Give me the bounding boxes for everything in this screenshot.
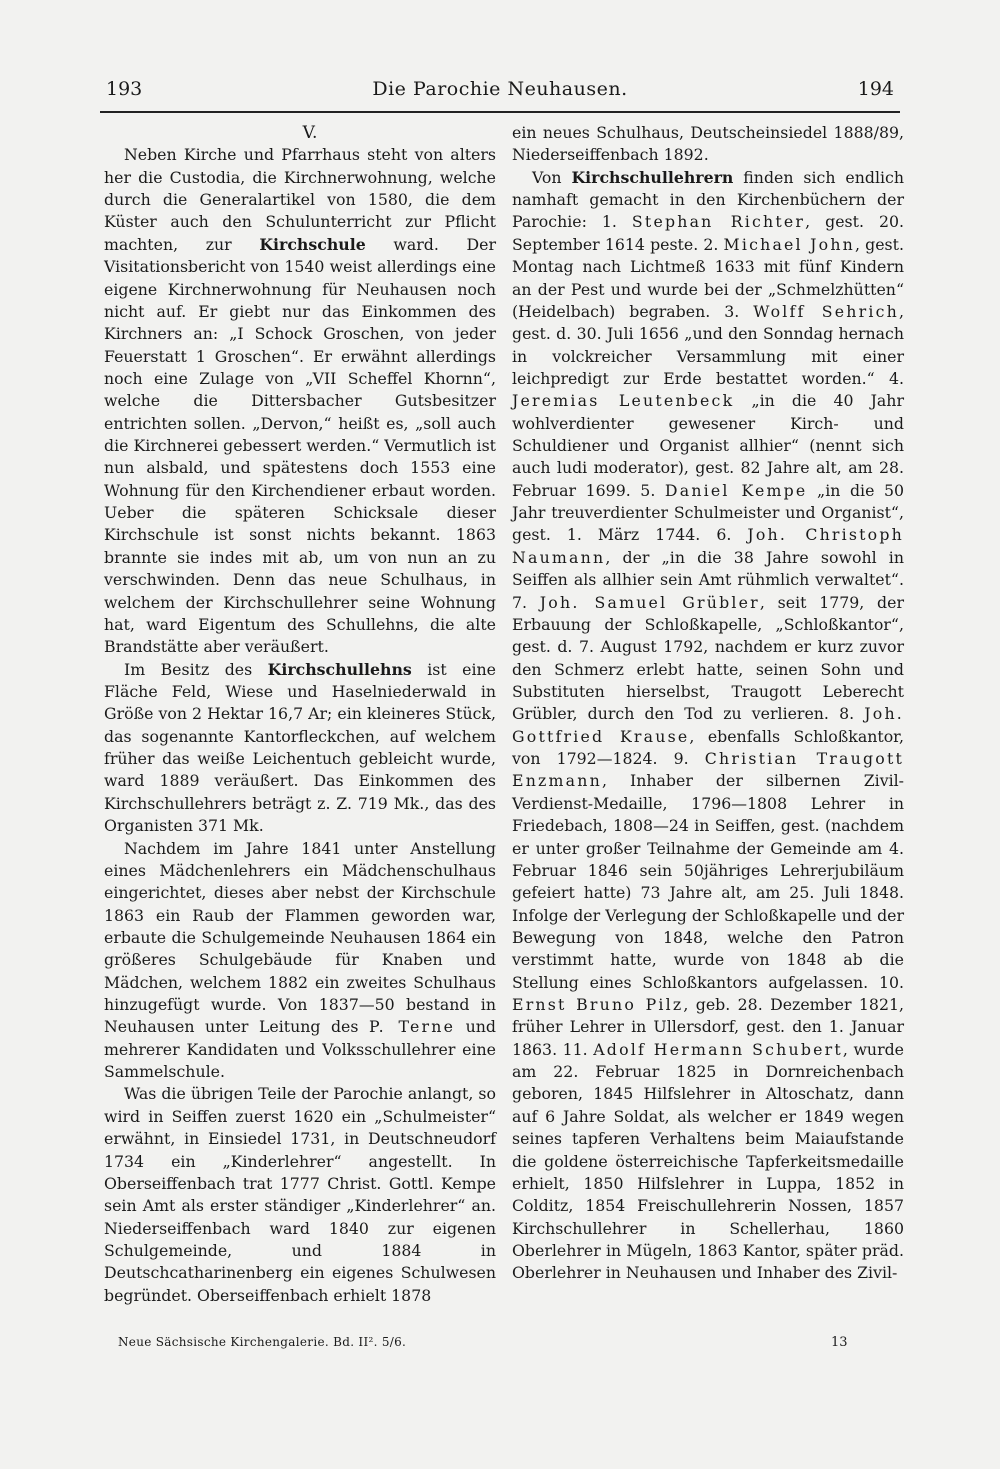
page-number-right: 194 xyxy=(857,78,894,100)
text-run: und mehrerer Kandidaten und Volksschullehrer eine Sammelschule. xyxy=(104,1017,496,1082)
text-run: , wurde am 22. Februar 1825 in Dornreichenbach geboren, 1845 Hilfslehrer in Altoschatz, dann auf 6 Jahre Soldat, als welcher er 1849 wegen seines tapferen Verhaltens beim Maiaufstande die goldene österreichische Tapferkeitsmedaille erhielt, 1850 Hilfslehrer in Luppa, 1852 in Colditz, 1854 Freischullehrerin Nossen, 1857 Kirchschullehrer in Schellerhau, 1860 Oberlehrer in Mügeln, 1863 Kantor, später präd. Oberlehrer in Neuhausen und Inhaber des Zivil- xyxy=(512,1039,904,1283)
spaced-name: Jeremias Leutenbeck xyxy=(512,391,735,411)
signature-mark: 13 xyxy=(831,1335,848,1350)
footer-note: Neue Sächsische Kirchengalerie. Bd. II². 5/6. xyxy=(118,1335,407,1349)
text-run: finden sich endlich namhaft gemacht in den Kirchenbüchern der Parochie: 1. xyxy=(512,167,905,232)
paragraph xyxy=(104,838,496,1084)
text-run: Von xyxy=(532,167,572,187)
text-run: , Inhaber der silbernen Zivil-Verdienst-Medaille, 1796—1808 Lehrer in Friedebach, 1808—24 in Seiffen, gest. (nachdem er unter großer Teilnahme der Gemeinde am 4. Februar 1846 sein 50jähriges Lehrerjubiläum gefeiert hatte) 73 Jahre alt, am 25. Juli 1848. Infolge der Verlegung der Schloßkapelle und der Bewegung von 1848, welche den Patron verstimmt hatte, wurde von 1848 ab die Stellung eines Schloßkantors aufgelassen. 10. xyxy=(512,771,904,992)
paragraph: ein neues Schulhaus, Deutscheinsiedel 1888/89, Niederseiffenbach 1892. xyxy=(512,123,904,165)
text-run: , der „in die 38 Jahre sowohl in Seiffen als allhier sein Amt rühmlich verwaltet“. 7. xyxy=(512,547,904,612)
text-run: Neben Kirche und Pfarrhaus steht von alters her die Custodia, die Kirchnerwohnung, welche durch die Generalartikel von 1580, die dem Küster auch den Schulunterricht zur Pflicht machten, zur xyxy=(104,145,496,254)
text-run: , ebenfalls Schloßkantor, von 1792—1824. 9. xyxy=(512,726,904,769)
paragraph: Was die übrigen Teile der Parochie anlangt, so wird in Seiffen zuerst 1620 ein „Schulmeister“ erwähnt, in Einsiedel 1731, in Deutschneudorf 1734 ein „Kinderlehrer“ angestellt. In Oberseiffenbach trat 1777 Christ. Gottl. Kempe sein Amt als erster ständiger „Kinderlehrer“ an. Niederseiffenbach ward 1840 zur eigenen Schulgemeinde, und 1884 in Deutschcatharinenberg ein eigenes Schulwesen begründet. Oberseiffenbach erhielt 1878 xyxy=(104,1084,496,1305)
text-run: Im Besitz des xyxy=(124,659,268,679)
paragraph xyxy=(512,167,904,1285)
page-number-left: 193 xyxy=(106,78,143,100)
bold-term: Kirchschullehns xyxy=(267,659,412,679)
text-run: „in die 40 Jahr wohlverdienter gewesener Kirch- und Schuldiener und Organist allhier“ (nennt sich auch ludi moderator), gest. 82 Jahre alt, am 28. Februar 1699. 5. xyxy=(512,391,904,500)
paragraph xyxy=(104,659,496,838)
page-header xyxy=(100,78,900,108)
spaced-name: Ernst Bruno Pilz xyxy=(512,995,684,1015)
header-rule xyxy=(100,111,900,113)
spaced-name: Christian Traugott Enzmann xyxy=(512,749,904,791)
right-column xyxy=(512,122,904,1285)
text-run: , geb. 28. Dezember 1821, früher Lehrer in Ullersdorf, gest. den 1. Januar 1863. 11. xyxy=(512,995,904,1059)
text-run: , gest. Montag nach Lichtmeß 1633 mit fünf Kindern an der Pest und wurde bei der „Schmelzhütten“ (Heidelbach) begraben. 3. xyxy=(512,234,904,321)
bold-term: Kirchschule xyxy=(259,234,366,254)
spaced-name: P. Terne xyxy=(368,1017,456,1037)
text-run: Nachdem im Jahre 1841 unter Anstellung eines Mädchenlehrers ein Mädchenschulhaus eingerichtet, dieses aber nebst der Kirchschule 1863 ein Raub der Flammen geworden war, erbaute die Schulgemeinde Neuhausen 1864 ein größeres Schulgebäude für Knaben und Mädchen, welchem 1882 ein zweites Schulhaus hinzugefügt wurde. Von 1837—50 bestand in Neuhausen unter Leitung des xyxy=(104,838,496,1037)
text-run: , seit 1779, der Erbauung der Schloßkapelle, „Schloßkantor“, gest. d. 7. August 1792, nachdem er kurz zuvor den Schmerz erlebt hatte, seinen Sohn und Substituten hierselbst, Traugott Leberecht Grübler, durch den Tod zu verlieren. 8. xyxy=(512,592,904,724)
bold-term: Kirchschullehrern xyxy=(571,167,734,187)
spaced-name: Joh. Gottfried Krause xyxy=(512,704,904,746)
spaced-name: Daniel Kempe xyxy=(664,480,808,500)
spaced-name: Wolff Sehrich xyxy=(753,301,899,321)
spaced-name: Joh. Samuel Grübler xyxy=(539,592,760,612)
section-heading: V. xyxy=(302,123,318,143)
spaced-name: Adolf Hermann Schubert xyxy=(593,1039,843,1059)
left-column xyxy=(104,122,496,1307)
running-title: Die Parochie Neuhausen. xyxy=(372,78,628,100)
spaced-name: Joh. Christoph Naumann xyxy=(512,525,904,567)
paragraph xyxy=(104,144,496,658)
text-run: „in die 50 Jahr treuverdienter Schulmeister und Organist“, gest. 1. März 1744. 6. xyxy=(512,480,905,545)
text-run: ward. Der Visitationsbericht von 1540 weist allerdings eine eigene Kirchnerwohnung für Neuhausen noch nicht auf. Er giebt nur das Einkommen des Kirchners an: „I Schock Groschen, von jeder Feuerstatt 1 Groschen“. Er erwähnt allerdings noch eine Zulage von „VII Scheffel Khornn“, welche die Dittersbacher Gutsbesitzer entrichten sollen. „Dervon,“ heißt es, „soll auch die Kirchnerei gebessert werden.“ Vermutlich ist nun alsbald, und spätestens doch 1553 eine Wohnung für den Kirchendiener erbaut worden. Ueber die späteren Schicksale dieser Kirchschule ist sonst nichts bekannt. 1863 brannte sie indes mit ab, um von nun an zu verschwinden. Denn das neue Schulhaus, in welchem der Kirchschullehrer seine Wohnung hat, ward Eigentum des Schullehns, die alte Brandstätte aber veräußert. xyxy=(104,234,496,657)
spaced-name: Stephan Richter xyxy=(631,212,806,232)
text-run: , gest. 20. September 1614 peste. 2. xyxy=(512,212,905,254)
spaced-name: Michael John xyxy=(723,234,856,254)
text-run: ist eine Fläche Feld, Wiese und Haselniederwald in Größe von 2 Hektar 16,7 Ar; ein kleineres Stück, das sogenannte Kantorfleckchen, auf welchem früher das weiße Leichentuch gebleicht wurde, ward 1889 veräußert. Das Einkommen des Kirchschullehrers beträgt z. Z. 719 Mk., das des Organisten 371 Mk. xyxy=(104,659,496,836)
text-run: , gest. d. 30. Juli 1656 „und den Sonndag hernach in volckreicher Versammlung mit einer leichpredigt zur Erde bestattet worden.“ 4. xyxy=(512,301,904,388)
